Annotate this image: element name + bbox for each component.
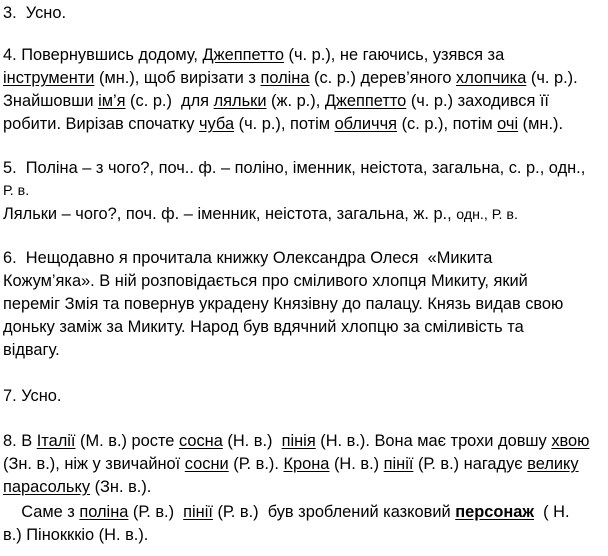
text: Кожум’яка». В ній розповідається про сміливого хлопця Микиту, який [3, 272, 528, 290]
text: (ч. р.), потім [234, 115, 335, 133]
text: 5. Поліна – з чого?, поч.. ф. – поліно, іменник, неістота, загальна, с. р., одн., [3, 159, 586, 177]
underlined-word: Італії [36, 432, 76, 450]
answer-4-line-2 [3, 67, 578, 90]
text: доньку заміж за Микиту. Народ був вдячний хлопцю за сміливість та [3, 318, 524, 336]
text: (М. в.) росте [75, 432, 179, 450]
answer-6-line-2 [3, 270, 528, 293]
text: Р. в. [3, 183, 30, 199]
underlined-word: сосни [184, 455, 229, 473]
text: (ч. р.) заходився її [406, 92, 549, 110]
text: Знайшовши [3, 92, 99, 110]
answer-6-line-1 [3, 247, 492, 270]
answer-7 [3, 385, 61, 408]
text: Ляльки – чого?, поч. ф. – іменник, неістота, загальна, ж. р., [3, 205, 457, 223]
text: (с. р.), потім [397, 115, 498, 133]
text: (Зн. в.). [90, 478, 152, 496]
text: 4. Повернувшись додому, [3, 46, 203, 64]
underlined-word: ляльки [213, 92, 267, 110]
text: (Р. в.) [128, 503, 184, 521]
answer-5-line-2 [3, 180, 29, 203]
answer-5-line-1 [3, 157, 585, 180]
underlined-word: ім’я [98, 92, 126, 110]
text: (Зн. в.), ніж у звичайної [3, 455, 185, 473]
underlined-word: хвою [551, 432, 590, 450]
underlined-word: обличчя [334, 115, 398, 133]
text: одн., Р. в. [456, 207, 518, 223]
text: (ч. р.), не гаючись, узявся за [284, 46, 505, 64]
answer-4-line-3 [3, 90, 549, 113]
text: 6. Нещодавно я прочитала книжку Олександра Олеся «Микита [3, 249, 493, 267]
answer-4-line-4 [3, 113, 563, 136]
underlined-word: парасольку [3, 478, 91, 496]
answer-3 [3, 2, 66, 25]
answer-5-line-3 [3, 203, 518, 227]
text: ( Н. [534, 503, 570, 521]
text: (Р. в.) був зроблений казковий [212, 503, 456, 521]
underlined-word: пінії [183, 503, 213, 521]
answer-8-line-5 [3, 524, 148, 547]
answer-8-line-2 [3, 453, 579, 476]
underlined-word: очі [497, 115, 519, 133]
underlined-word: поліна [79, 503, 129, 521]
text: 8. В [3, 432, 37, 450]
text: (Р. в.). [228, 455, 284, 473]
underlined-word: пінія [281, 432, 316, 450]
text: (Р. в.) нагадує [413, 455, 528, 473]
text: Саме з [3, 503, 80, 521]
text: (с. р.) дерев’яного [309, 69, 457, 87]
underlined-word: Крона [283, 455, 330, 473]
underlined-word: Джеппетто [202, 46, 284, 64]
underlined-word: велику [527, 455, 579, 473]
text: (с. р.) для [125, 92, 214, 110]
text: (Н. в.) [222, 432, 282, 450]
underlined-word: персонаж [455, 503, 534, 521]
text: (ж. р.), [266, 92, 325, 110]
answer-3-text: 3. Усно. [3, 4, 67, 22]
underlined-word: Джеппетто [324, 92, 407, 110]
underlined-word: чуба [199, 115, 235, 133]
answer-8-line-4 [3, 501, 570, 524]
text: переміг Змія та повернув украдену Князівну до палацу. Князь видав свою [3, 295, 564, 313]
answer-8-line-3 [3, 476, 151, 499]
answer-8-line-1 [3, 430, 589, 453]
answer-7-text: 7. Усно. [3, 387, 62, 405]
text: (мн.), щоб вирізати з [94, 69, 261, 87]
underlined-word: сосна [178, 432, 223, 450]
underlined-word: інструменти [3, 69, 95, 87]
text: в.) Пінокккіо (Н. в.). [3, 526, 149, 544]
text: (мн.). [518, 115, 564, 133]
text: (ч. р.). [526, 69, 578, 87]
text: робити. Вирізав спочатку [3, 115, 200, 133]
answer-6-line-5 [3, 339, 60, 362]
answer-6-line-3 [3, 293, 563, 316]
underlined-word: хлопчика [456, 69, 527, 87]
text: (Н. в.) [329, 455, 384, 473]
underlined-word: поліна [260, 69, 310, 87]
text: (Н. в.). Вона має трохи довшу [315, 432, 552, 450]
underlined-word: пінії [383, 455, 414, 473]
text: відвагу. [3, 341, 60, 359]
answer-6-line-4 [3, 316, 524, 339]
answer-4-line-1 [3, 44, 504, 67]
